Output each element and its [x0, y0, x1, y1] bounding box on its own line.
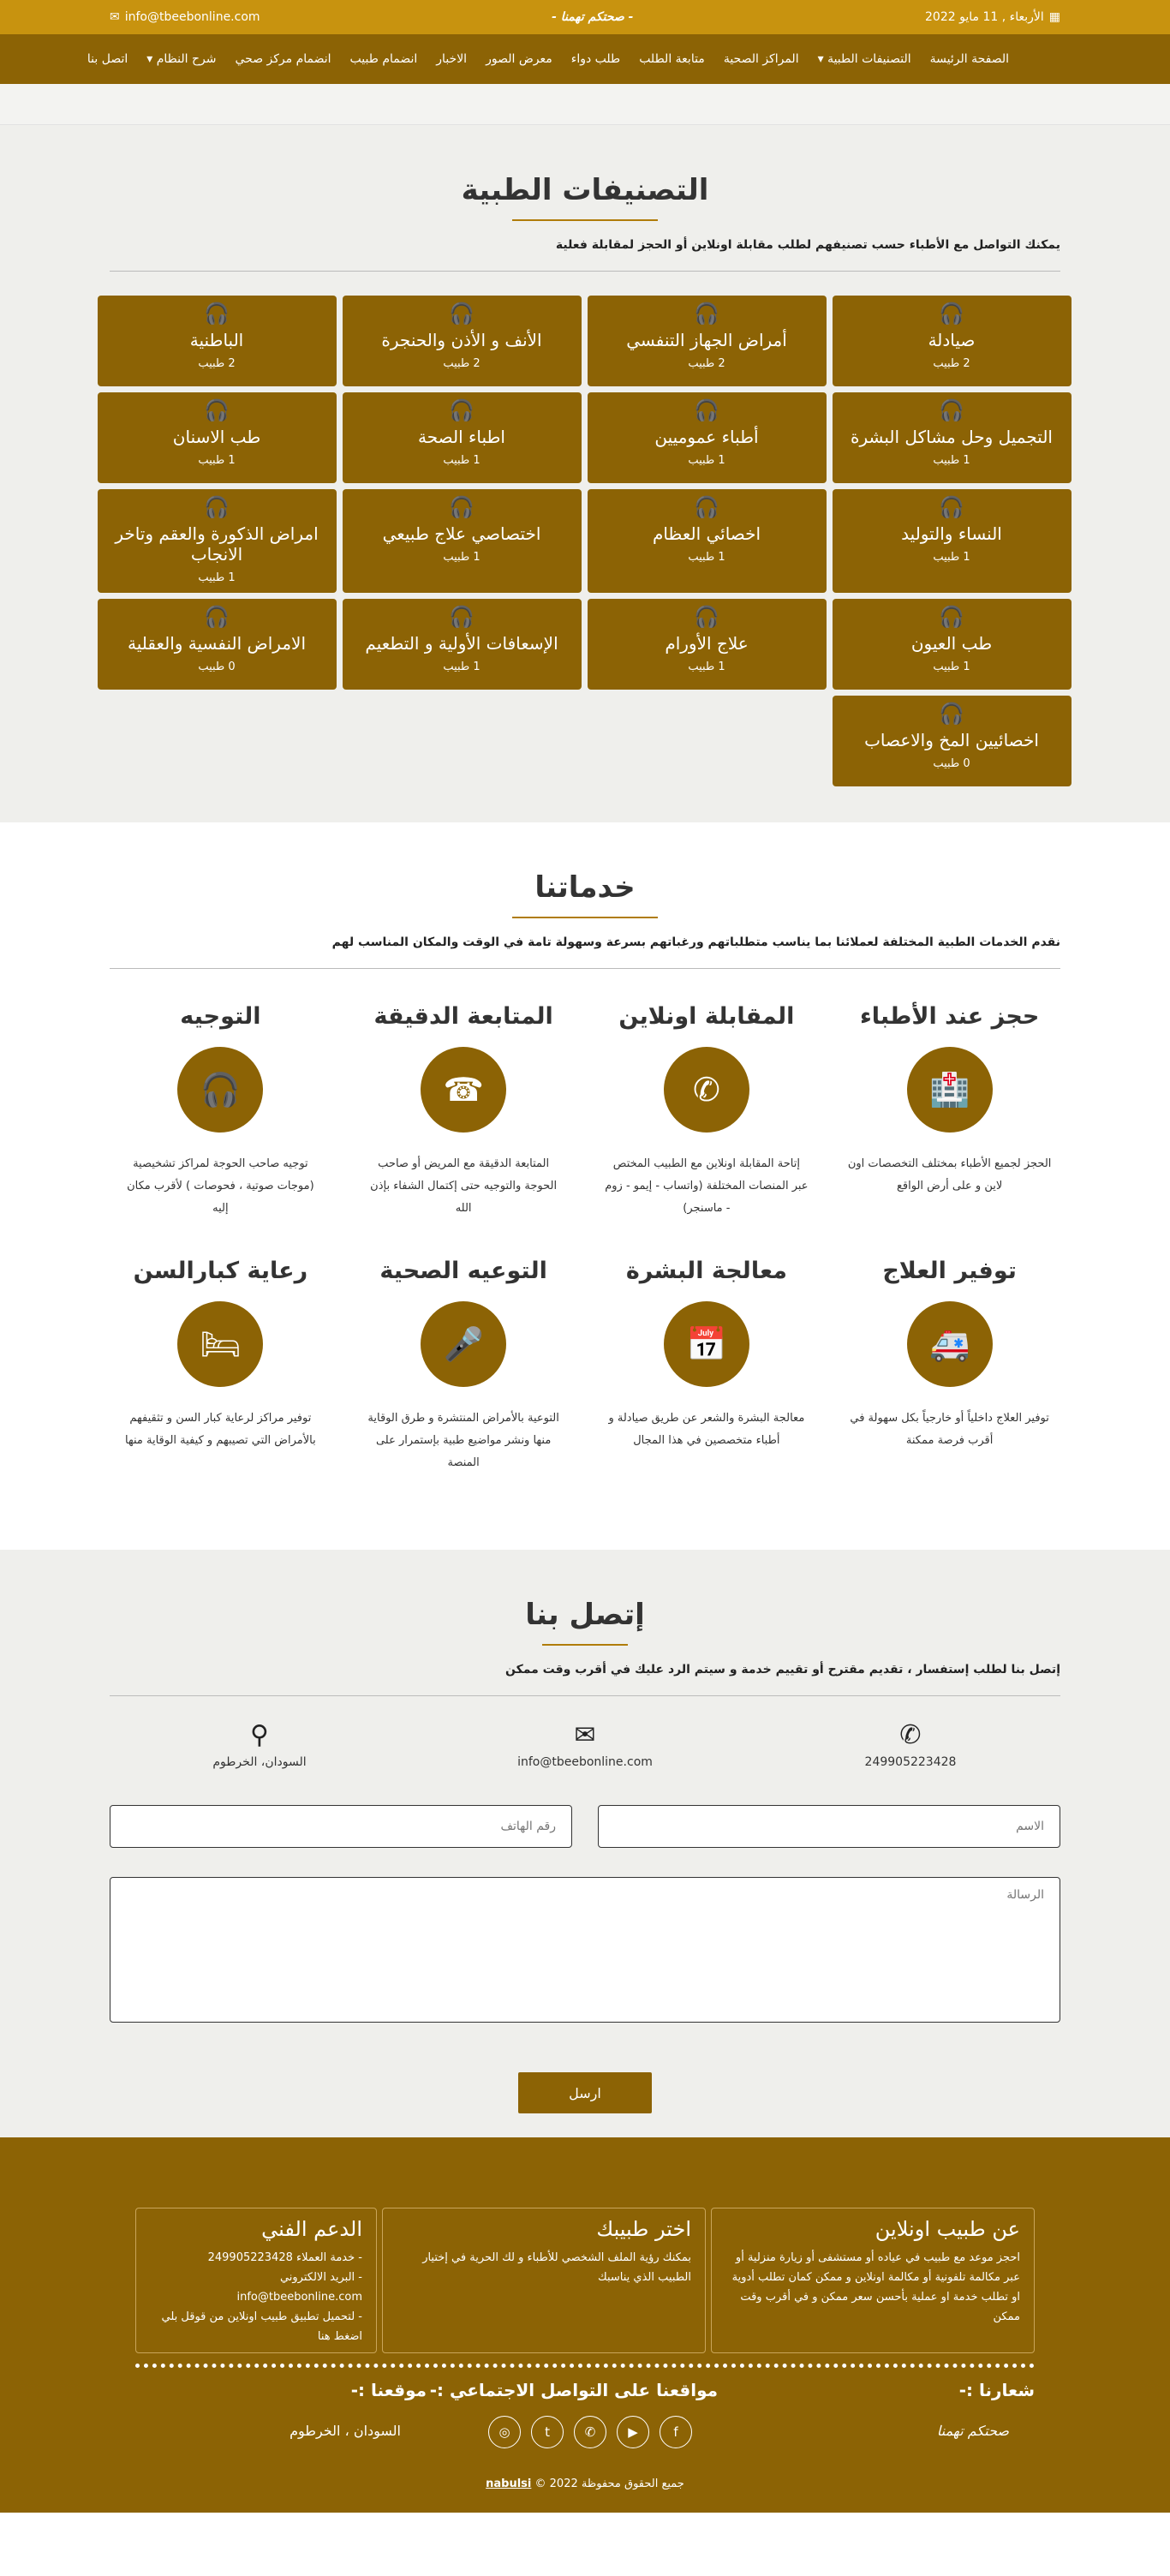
headset-icon: 🎧: [694, 495, 719, 519]
category-card[interactable]: 🎧 التجميل وحل مشاكل البشرة 1 طبيب: [833, 392, 1072, 483]
envelope-icon: ✉: [110, 10, 120, 24]
map-pin-icon: ⚲: [250, 1720, 269, 1750]
nav-news[interactable]: الاخبار: [436, 52, 468, 66]
headset-icon: 🎧: [449, 398, 475, 422]
divider: [110, 968, 1060, 969]
contact-form: [110, 1805, 1060, 2113]
service-item: المتابعة الدقيقة ☎ المتابعة الدقيقة مع المريض أو صاحب الحوجة والتوجيه حتى إكتمال الشفاء بإذن الله: [370, 1003, 558, 1215]
calendar-icon: ▦: [1048, 10, 1060, 24]
twitter-icon[interactable]: t: [531, 2416, 564, 2448]
nav-health-centers[interactable]: المراكز الصحية: [723, 52, 799, 66]
category-card[interactable]: 🎧 الأنف و الأذن والحنجرة 2 طبيب: [343, 296, 582, 386]
contact-info: [157, 1720, 1013, 1769]
top-bar: [0, 0, 1170, 34]
footer: [0, 2137, 1170, 2513]
services-grid: [99, 1003, 1072, 1474]
contact-section: [0, 1550, 1170, 2137]
nav-join-doctor[interactable]: انضمام طبيب: [349, 52, 418, 66]
service-item: التوعيه الصحية 🎤 التوعية بالأمراض المنتشرة و طرق الوقاية منها ونشر مواضيع طبية بإستمرار على المنصة: [367, 1258, 559, 1469]
contact-title: إتصل بنا: [525, 1598, 645, 1632]
support-box: الدعم الفني - خدمة العملاء 249905223428 - البريد الالكتروني info@tbeebonline.com - لتحميل تطبيق طبيب اونلاين من قوقل بلي اضغط هنا: [135, 2208, 377, 2353]
categories-desc: يمكنك التواصل مع الأطباء حسب تصنيفهم لطلب مقابلة اونلاين أو الحجز لمقابلة فعلية: [555, 238, 1060, 252]
send-button[interactable]: ارسل: [518, 2072, 652, 2113]
email-text[interactable]: info@tbeebonline.com: [124, 10, 260, 24]
category-card[interactable]: 🎧 اختصاصي علاج طبيعي 1 طبيب: [343, 489, 582, 593]
support-phone-link[interactable]: 249905223428: [207, 2251, 293, 2264]
headset-icon: 🎧: [204, 495, 230, 519]
category-card[interactable]: 🎧 امراض الذكورة والعقم وتاخر الانجاب 1 طبيب: [98, 489, 337, 593]
headset-icon: 🎧: [694, 302, 719, 326]
whatsapp-icon: ✆: [899, 1720, 922, 1750]
nav-gallery[interactable]: معرض الصور: [486, 52, 552, 66]
service-item: حجز عند الأطباء 🏥 الحجز لجميع الأطباء بمختلف التخصصات اون لاين و على أرض الواقع: [847, 1003, 1052, 1192]
category-card[interactable]: 🎧 طب العيون 1 طبيب: [833, 599, 1072, 690]
nav-track-request[interactable]: متابعة الطلب: [639, 52, 705, 66]
category-card[interactable]: 🎧 الإسعافات الأولية و التطعيم 1 طبيب: [343, 599, 582, 690]
service-item: المقابلة اونلاين ✆ إتاحة المقابلة اونلاين مع الطبيب المختص عبر المنصات المختلفة (واتساب - إيمو - زوم - ماسنجر): [605, 1003, 809, 1215]
divider: [110, 1695, 1060, 1696]
whatsapp-icon: ✆: [664, 1047, 749, 1133]
phone-icon: ☎: [421, 1047, 506, 1133]
headset-icon: 🎧: [939, 702, 964, 726]
date-display: [925, 10, 1060, 24]
headset-icon: 🎧: [694, 398, 719, 422]
services-title: خدماتنا: [534, 870, 636, 905]
nav-categories[interactable]: التصنيفات الطبية ▾: [817, 52, 911, 66]
title-underline: [512, 219, 658, 221]
category-card[interactable]: 🎧 النساء والتوليد 1 طبيب: [833, 489, 1072, 593]
message-input[interactable]: [110, 1877, 1060, 2023]
copyright: جميع الحقوق محفوظة 2022 © nabulsi: [486, 2477, 684, 2490]
divider: [110, 271, 1060, 272]
date-text: الأربعاء , 11 مايو 2022: [925, 10, 1044, 24]
categories-grid: [99, 296, 1072, 786]
bed-icon: 🛏: [177, 1301, 263, 1387]
categories-section: [0, 125, 1170, 822]
youtube-icon[interactable]: ▶: [617, 2416, 649, 2448]
dotted-divider: [135, 2364, 1035, 2368]
headset-icon: 🎧: [939, 605, 964, 629]
slogan-column: شعارنا :- صحتكم تهمنا: [936, 2380, 1035, 2439]
headset-icon: 🎧: [449, 605, 475, 629]
title-underline: [542, 1644, 628, 1646]
name-input[interactable]: [598, 1805, 1060, 1848]
choose-doctor-box: اختر طبيبك بمكنك رؤية الملف الشخصي للأطباء و لك الحرية في إختيار الطبيب الذي يناسبك: [382, 2208, 706, 2353]
about-box: عن طبيب اونلاين احجز موعد مع طبيب في عياده أو مستشفى أو زيارة منزلية أو عبر مكالمة تلفونية أو مكالمة اونلاين و ممكن كمان تطلب أدوية او تطلب خدمة او عملية بأحسن سعر ممكن و في أقرب وقت ممكن: [711, 2208, 1035, 2353]
category-card[interactable]: 🎧 اخصائيين المخ والاعصاب 0 طبيب: [833, 696, 1072, 786]
nav-system-guide[interactable]: شرح النظام ▾: [146, 52, 217, 66]
facebook-icon[interactable]: f: [660, 2416, 692, 2448]
services-section: [0, 822, 1170, 1550]
headset-icon: 🎧: [204, 605, 230, 629]
nav-join-center[interactable]: انضمام مركز صحي: [235, 52, 331, 66]
headset-icon: 🎧: [939, 398, 964, 422]
service-item: معالجة البشرة 📅 معالجة البشرة والشعر عن طريق صيادلة و أطباء متخصصين في هذا المجال: [608, 1258, 805, 1447]
footer-columns: [135, 2380, 1035, 2448]
headset-icon: 🎧: [204, 302, 230, 326]
title-underline: [512, 917, 658, 918]
headset-icon: 🎧: [449, 495, 475, 519]
social-column: مواقعنا على التواصل الاجتماعي :- f ▶ ✆ t ◎: [427, 2380, 718, 2448]
email-display[interactable]: [110, 10, 260, 24]
nav-home[interactable]: الصفحة الرئيسة: [929, 52, 1009, 66]
category-card[interactable]: 🎧 أطباء عموميين 1 طبيب: [588, 392, 827, 483]
contact-email[interactable]: ✉ info@tbeebonline.com: [482, 1720, 688, 1769]
category-card[interactable]: 🎧 صيادلة 2 طبيب: [833, 296, 1072, 386]
envelope-icon: ✉: [574, 1720, 596, 1750]
category-card[interactable]: 🎧 علاج الأورام 1 طبيب: [588, 599, 827, 690]
location-column: موقعنا :- السودان ، الخرطوم: [290, 2380, 427, 2439]
contact-desc: إتصل بنا لطلب إستفسار ، تقديم مقترح أو تقييم خدمة و سيتم الرد عليك في أقرب وقت ممكن: [504, 1663, 1060, 1676]
contact-phone[interactable]: ✆ 249905223428: [808, 1720, 1013, 1769]
main-nav: [0, 34, 1170, 84]
headset-icon: 🎧: [694, 605, 719, 629]
services-desc: نقدم الخدمات الطبية المختلفة لعملائنا بما يناسب متطلباتهم ورغباتهم بسرعة وسهولة تامة في الوقت والمكان المناسب لهم: [331, 935, 1060, 949]
whatsapp-icon[interactable]: ✆: [574, 2416, 606, 2448]
calendar-plus-icon: 📅: [664, 1301, 749, 1387]
service-item: توفير العلاج 🚑 توفير العلاج داخلياً أو خارجياً بكل سهولة في أقرب فرصة ممكنة: [850, 1258, 1049, 1447]
headset-icon: 🎧: [204, 398, 230, 422]
phone-input[interactable]: [110, 1805, 572, 1848]
headset-icon: 🎧: [449, 302, 475, 326]
slogan: - صحتكم تهمنا -: [552, 10, 634, 24]
chevron-down-icon: ▾: [146, 52, 153, 66]
category-card[interactable]: 🎧 الباطنية 2 طبيب: [98, 296, 337, 386]
service-item: رعاية كبارالسن 🛏 توفير مراكز لرعاية كبار السن و تثقيفهم بالأمراض التي تصيبهم و كيفية الوقاية منها: [125, 1258, 316, 1447]
category-card[interactable]: 🎧 طب الاسنان 1 طبيب: [98, 392, 337, 483]
category-card[interactable]: 🎧 أمراض الجهاز التنفسي 2 طبيب: [588, 296, 827, 386]
categories-title: التصنيفات الطبية: [461, 173, 709, 207]
headset-icon: 🎧: [939, 495, 964, 519]
service-item: التوجيه 🎧 توجيه صاحب الحوجة لمراكز تشخيصية (موجات صوتية ، فحوصات ) لأقرب مكان إليه: [127, 1003, 314, 1215]
headset-icon: 🎧: [177, 1047, 263, 1133]
footer-boxes: [135, 2208, 1035, 2353]
category-card[interactable]: 🎧 اخصائي العظام 1 طبيب: [588, 489, 827, 593]
hospital-icon: 🏥: [907, 1047, 993, 1133]
nav-medicine-request[interactable]: طلب دواء: [570, 52, 621, 66]
banner-strip: [0, 84, 1170, 125]
nav-contact[interactable]: اتصل بنا: [87, 52, 128, 66]
microphone-icon: 🎤: [421, 1301, 506, 1387]
social-links: [427, 2416, 718, 2448]
category-card[interactable]: 🎧 اطباء الصحة 1 طبيب: [343, 392, 582, 483]
headset-icon: 🎧: [939, 302, 964, 326]
ambulance-icon: 🚑: [907, 1301, 993, 1387]
download-app-link[interactable]: اضغط هنا: [317, 2330, 362, 2343]
category-card[interactable]: 🎧 الامراض النفسية والعقلية 0 طبيب: [98, 599, 337, 690]
instagram-icon[interactable]: ◎: [488, 2416, 521, 2448]
contact-location: ⚲ السودان، الخرطوم: [157, 1720, 362, 1769]
chevron-down-icon: ▾: [817, 52, 824, 66]
author-link[interactable]: nabulsi: [486, 2477, 532, 2490]
